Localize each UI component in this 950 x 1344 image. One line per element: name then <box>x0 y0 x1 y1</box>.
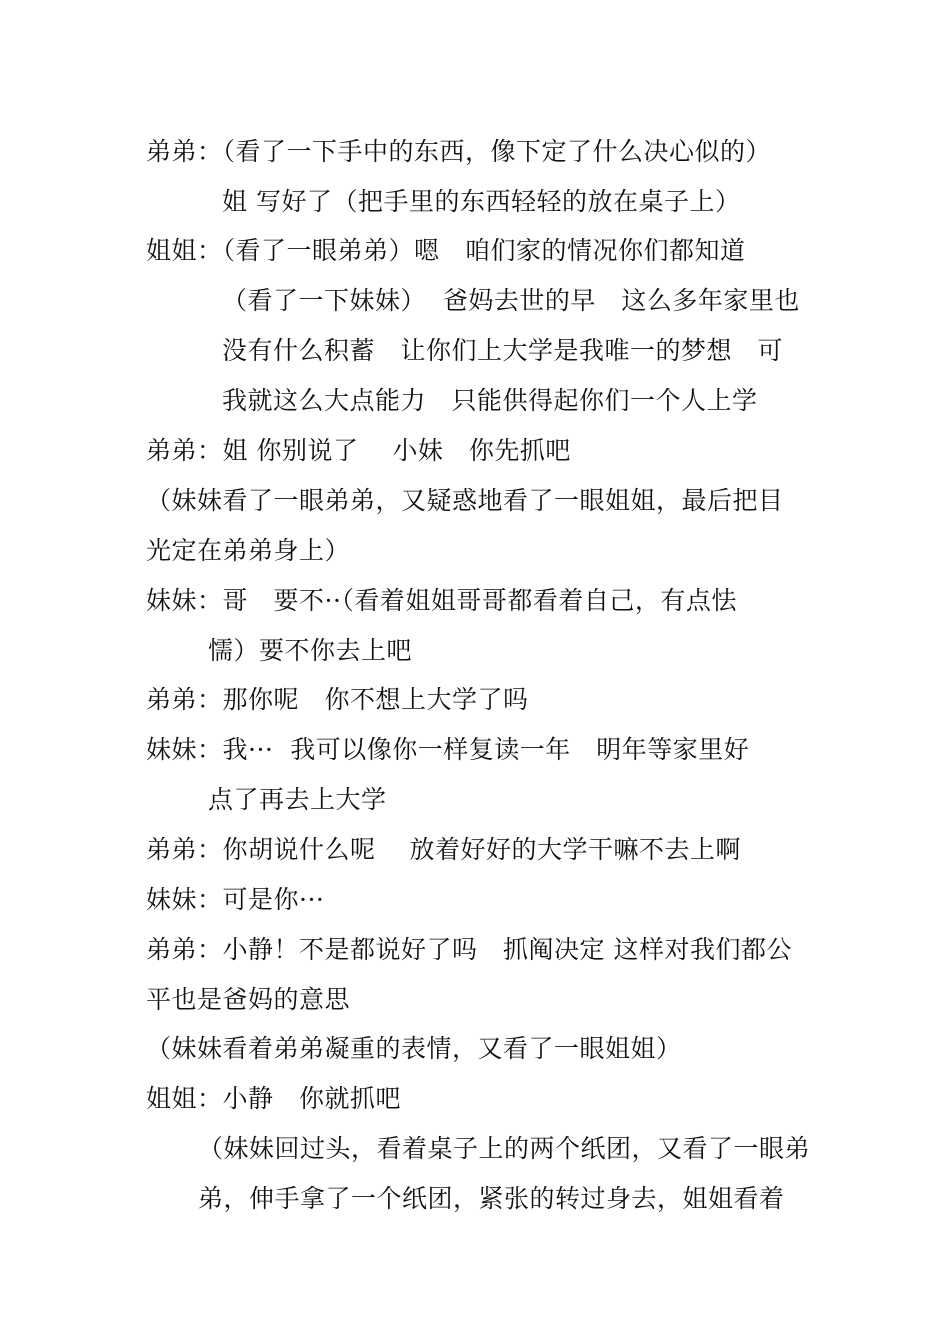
text-line: 弟弟：那你呢 你不想上大学了吗 <box>146 685 529 714</box>
text-line: 弟弟：你胡说什么呢 放着好好的大学干嘛不去上啊 <box>146 835 741 864</box>
text-line: 平也是爸妈的意思 <box>146 985 351 1014</box>
text-line: （妹妹回过头，看着桌子上的两个纸团，又看了一眼弟 <box>198 1134 811 1163</box>
text-line: 弟弟：（看了一下手中的东西，像下定了什么决心似的） <box>146 137 772 166</box>
text-line: （看了一下妹妹） 爸妈去世的早 这么多年家里也 <box>222 286 800 315</box>
text-line: 姐姐：（看了一眼弟弟）嗯 咱们家的情况你们都知道 <box>146 236 746 265</box>
text-line: 妹妹：哥 要不··（看着姐姐哥哥都看着自己，有点怯 <box>146 586 737 615</box>
text-line: 点了再去上大学 <box>208 785 387 814</box>
text-line: 妹妹：可是你··· <box>146 885 325 914</box>
text-line: （妹妹看着弟弟凝重的表情，又看了一眼姐姐） <box>146 1034 682 1063</box>
text-line: 弟弟：姐 你别说了 小妹 你先抓吧 <box>146 436 571 465</box>
text-line: （妹妹看了一眼弟弟，又疑惑地看了一眼姐姐，最后把目 <box>146 486 784 515</box>
text-line: 我就这么大点能力 只能供得起你们一个人上学 <box>222 386 758 415</box>
text-line: 光定在弟弟身上） <box>146 536 351 565</box>
text-line: 姐 写好了（把手里的东西轻轻的放在桌子上） <box>222 187 741 216</box>
text-line: 弟弟：小静！不是都说好了吗 抓阄决定 这样对我们都公 <box>146 935 792 964</box>
text-line: 弟，伸手拿了一个纸团，紧张的转过身去，姐姐看着 <box>198 1184 785 1213</box>
text-line: 妹妹：我··· 我可以像你一样复读一年 明年等家里好 <box>146 735 750 764</box>
text-line: 姐姐：小静 你就抓吧 <box>146 1084 402 1113</box>
text-line: 懦）要不你去上吧 <box>208 636 413 665</box>
text-line: 没有什么积蓄 让你们上大学是我唯一的梦想 可 <box>222 336 784 365</box>
